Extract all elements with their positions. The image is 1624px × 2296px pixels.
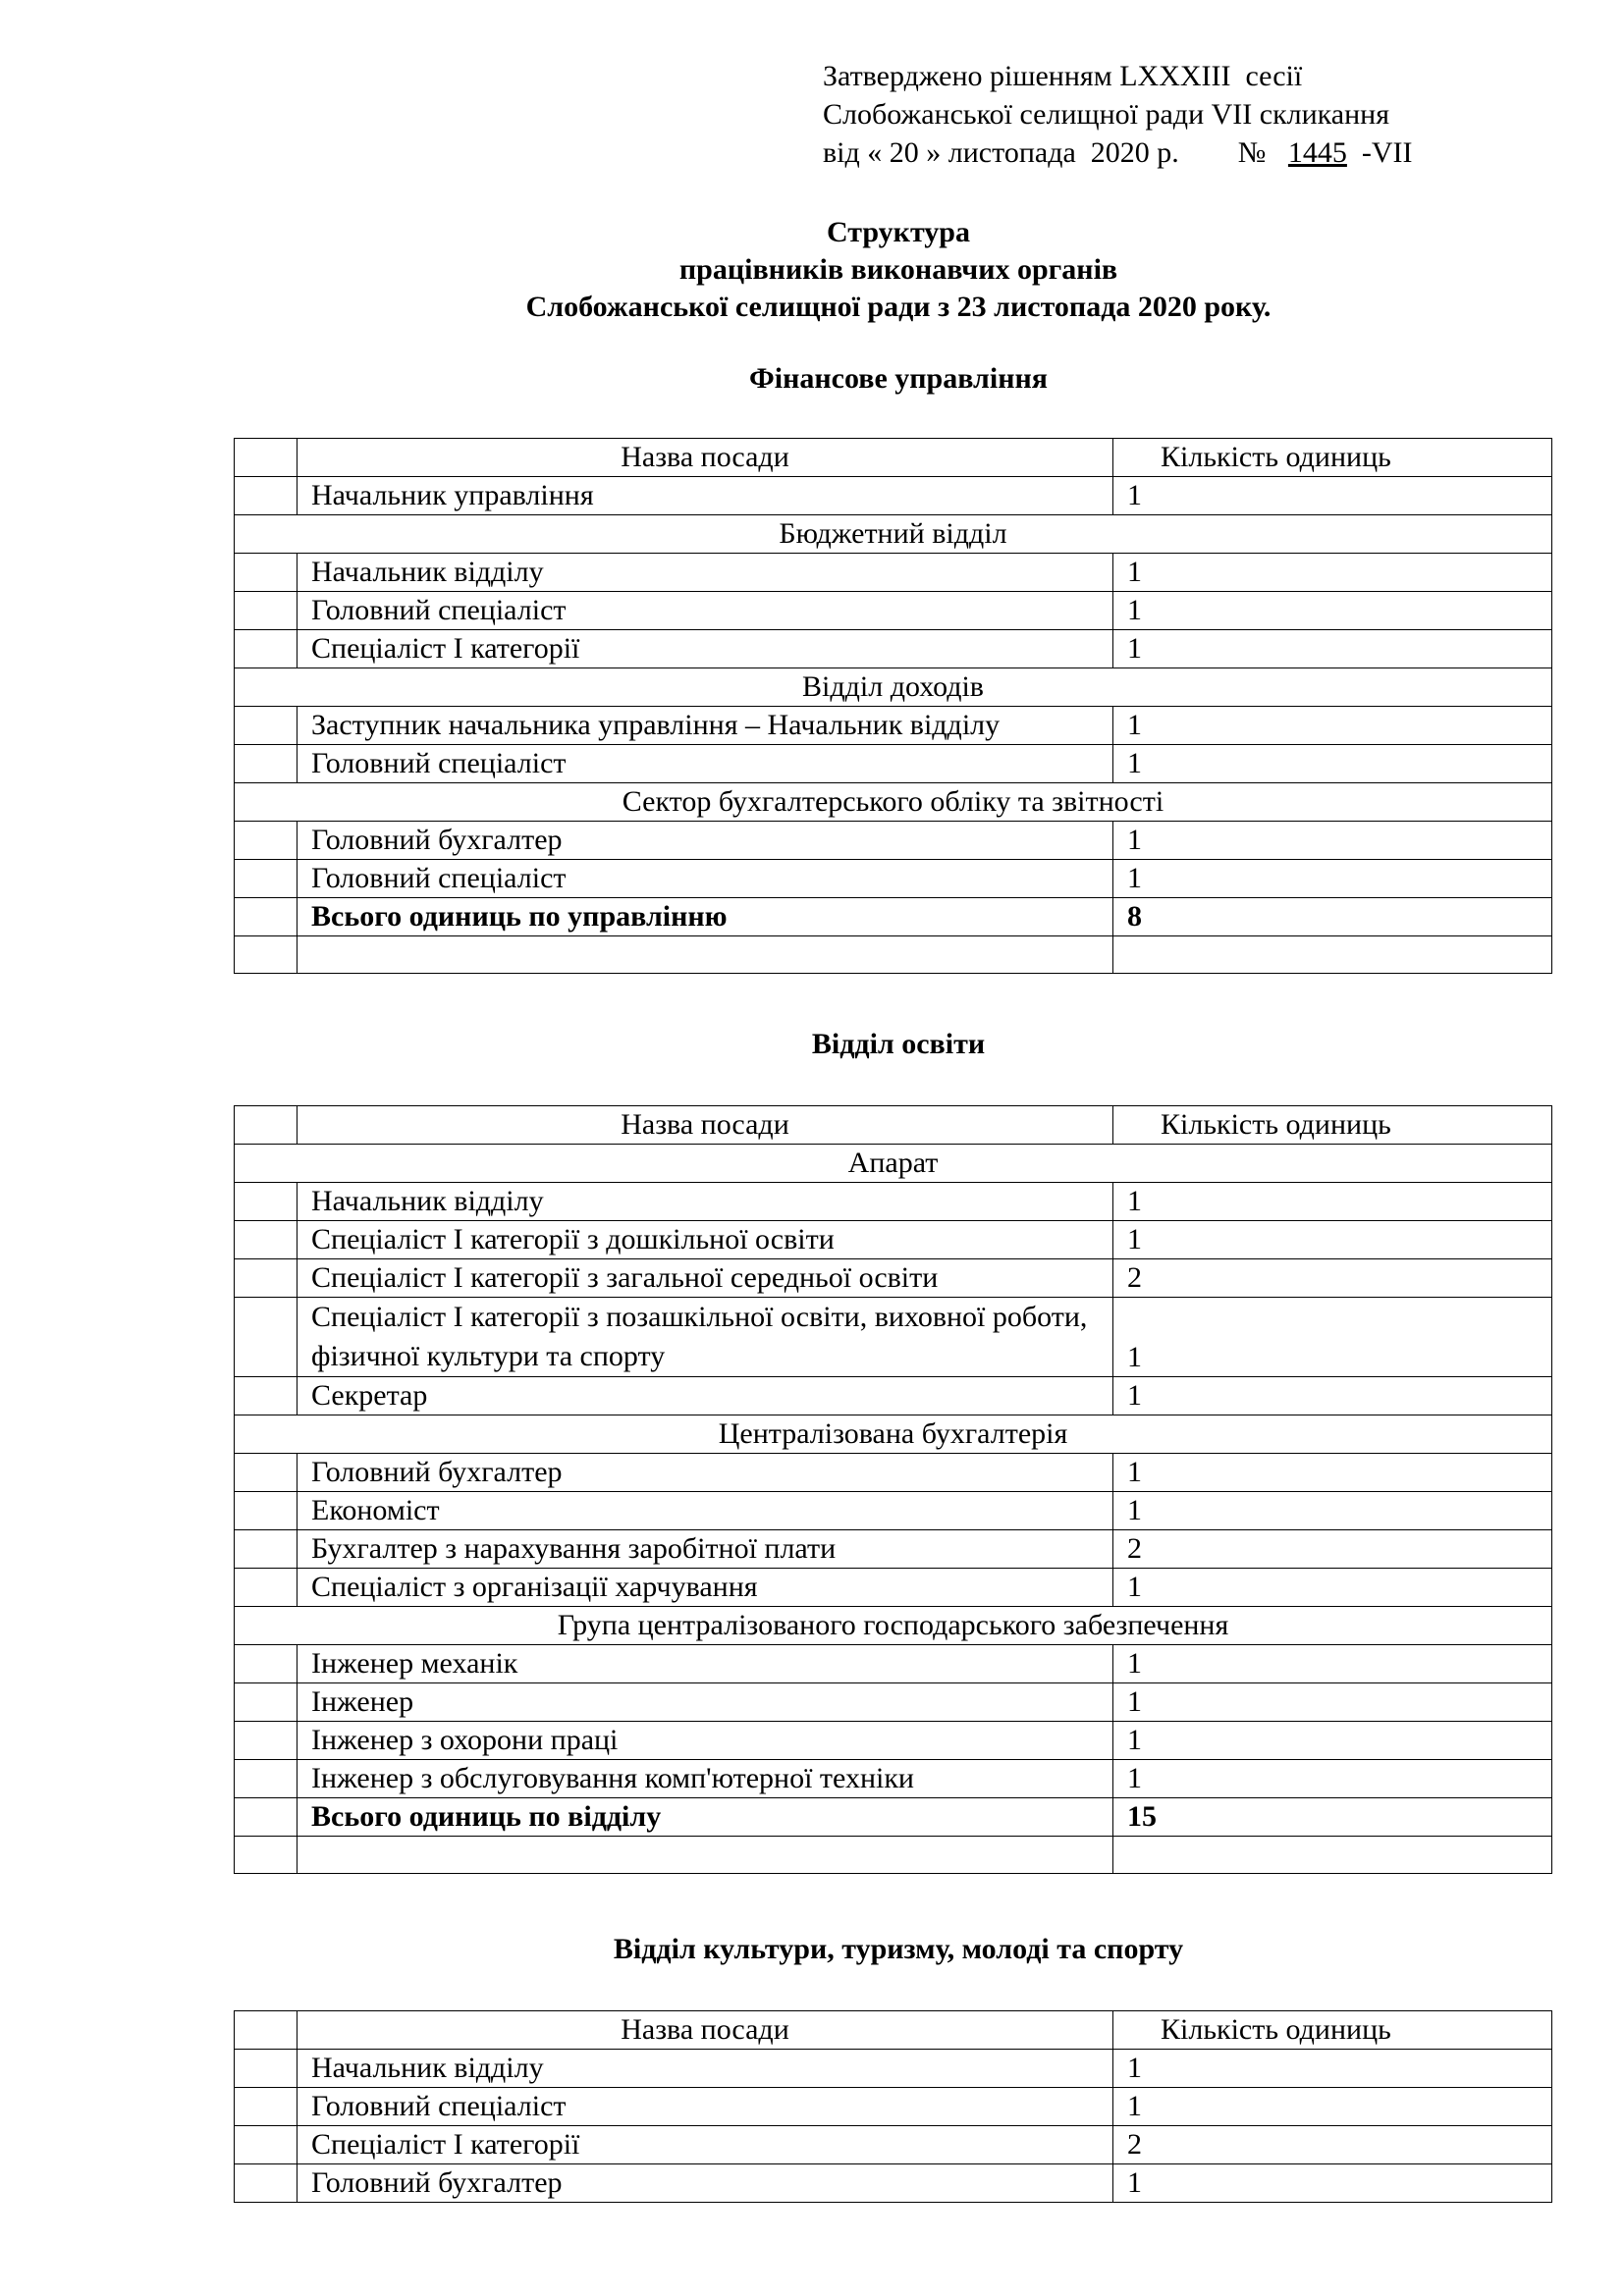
position-name: Головний бухгалтер: [298, 2164, 1113, 2203]
index-cell: [235, 936, 298, 974]
index-cell: [235, 1183, 298, 1221]
position-name: Спеціаліст І категорії з позашкільної освіти, виховної роботи, фізичної культури та спорту: [298, 1298, 1113, 1377]
position-name: Головний спеціаліст: [298, 2088, 1113, 2126]
unit-count: 1: [1113, 592, 1552, 630]
index-cell: [235, 477, 298, 515]
table-row: [235, 554, 1552, 592]
column-header-position: Назва посади: [298, 2011, 1113, 2050]
index-cell: [235, 1377, 298, 1415]
table-row: [235, 592, 1552, 630]
index-cell: [235, 630, 298, 668]
unit-count: 1: [1113, 1722, 1552, 1760]
position-name: Начальник управління: [298, 477, 1113, 515]
unit-count: 1: [1113, 1645, 1552, 1683]
index-cell: [235, 1492, 298, 1530]
group-row: [235, 1607, 1552, 1645]
unit-count: 1: [1113, 630, 1552, 668]
total-count: 15: [1113, 1798, 1552, 1837]
approval-stamp: [823, 57, 1413, 172]
table-row: [235, 2126, 1552, 2164]
position-name: Начальник відділу: [298, 1183, 1113, 1221]
index-cell: [235, 1722, 298, 1760]
index-cell: [235, 707, 298, 745]
unit-count: 1: [1113, 1377, 1552, 1415]
unit-count: 1: [1113, 707, 1552, 745]
unit-count: 1: [1113, 822, 1552, 860]
empty-cell: [298, 1837, 1113, 1874]
empty-cell: [1113, 936, 1552, 974]
group-row: [235, 515, 1552, 554]
unit-count: 1: [1113, 2050, 1552, 2088]
total-label: Всього одиниць по управлінню: [298, 898, 1113, 936]
section-title-education: Відділ освіти: [811, 1028, 986, 1060]
table-row: [235, 1760, 1552, 1798]
index-cell: [235, 2011, 298, 2050]
table-row: [235, 1259, 1552, 1298]
index-cell: [235, 822, 298, 860]
index-cell: [235, 1454, 298, 1492]
position-name: Спеціаліст з організації харчування: [298, 1569, 1113, 1607]
group-label: Відділ доходів: [235, 668, 1552, 707]
section-title-culture: Відділ культури, туризму, молоді та спорту: [613, 1933, 1184, 1965]
index-cell: [235, 1683, 298, 1722]
index-cell: [235, 1298, 298, 1377]
table-row: [235, 630, 1552, 668]
unit-count: 1: [1113, 1760, 1552, 1798]
table-header-row: [235, 439, 1552, 477]
position-name: Економіст: [298, 1492, 1113, 1530]
unit-count: 1: [1113, 1183, 1552, 1221]
approval-line-1: Затверджено рішенням LXXXIII сесії: [823, 60, 1303, 92]
group-label: Апарат: [235, 1145, 1552, 1183]
table-header-row: [235, 2011, 1552, 2050]
unit-count: 1: [1113, 1569, 1552, 1607]
position-name: Головний бухгалтер: [298, 822, 1113, 860]
position-name: Начальник відділу: [298, 2050, 1113, 2088]
group-label: Бюджетний відділ: [235, 515, 1552, 554]
table-row: [235, 1530, 1552, 1569]
position-name: Спеціаліст І категорії: [298, 2126, 1113, 2164]
unit-count: 1: [1113, 1298, 1552, 1377]
unit-count: 1: [1113, 1683, 1552, 1722]
staff-table-finance: [234, 438, 1552, 974]
position-name: Головний спеціаліст: [298, 592, 1113, 630]
index-cell: [235, 2050, 298, 2088]
column-header-position: Назва посади: [298, 439, 1113, 477]
position-name: Спеціаліст І категорії з загальної середньої освіти: [298, 1259, 1113, 1298]
total-label: Всього одиниць по відділу: [298, 1798, 1113, 1837]
index-cell: [235, 1837, 298, 1874]
table-row: [235, 1569, 1552, 1607]
unit-count: 2: [1113, 1530, 1552, 1569]
decision-number: 1445: [1287, 136, 1347, 169]
total-count: 8: [1113, 898, 1552, 936]
index-cell: [235, 745, 298, 783]
group-label: Група централізованого господарського забезпечення: [235, 1607, 1552, 1645]
index-cell: [235, 898, 298, 936]
table-row: [235, 1454, 1552, 1492]
group-row: [235, 1145, 1552, 1183]
table-row: [235, 1722, 1552, 1760]
position-name: Бухгалтер з нарахування заробітної плати: [298, 1530, 1113, 1569]
table-row: [235, 2164, 1552, 2203]
document-title-line-3: Слобожанської селищної ради з 23 листопада 2020 року.: [525, 291, 1272, 323]
index-cell: [235, 439, 298, 477]
position-name: Інженер з обслуговування комп'ютерної техніки: [298, 1760, 1113, 1798]
column-header-count: Кількість одиниць: [1113, 2011, 1552, 2050]
index-cell: [235, 1645, 298, 1683]
index-cell: [235, 592, 298, 630]
index-cell: [235, 1760, 298, 1798]
unit-count: 1: [1113, 477, 1552, 515]
empty-row: [235, 1837, 1552, 1874]
unit-count: 1: [1113, 1454, 1552, 1492]
approval-date: від « 20 » листопада 2020 р. №: [823, 136, 1288, 169]
position-name: Секретар: [298, 1377, 1113, 1415]
position-name: Головний спеціаліст: [298, 745, 1113, 783]
approval-line-2: Слобожанської селищної ради VII скликання: [823, 98, 1390, 131]
unit-count: 1: [1113, 1221, 1552, 1259]
position-name: Інженер: [298, 1683, 1113, 1722]
table-row: [235, 1221, 1552, 1259]
group-label: Централізована бухгалтерія: [235, 1415, 1552, 1454]
section-title-finance: Фінансове управління: [749, 362, 1048, 395]
index-cell: [235, 1569, 298, 1607]
approval-line-3: [823, 133, 1413, 172]
empty-cell: [298, 936, 1113, 974]
table-header-row: [235, 1106, 1552, 1145]
position-name: Головний спеціаліст: [298, 860, 1113, 898]
table-row: [235, 1492, 1552, 1530]
column-header-count: Кількість одиниць: [1113, 1106, 1552, 1145]
unit-count: 1: [1113, 2164, 1552, 2203]
unit-count: 1: [1113, 554, 1552, 592]
table-row: [235, 2050, 1552, 2088]
table-row: [235, 2088, 1552, 2126]
table-row: [235, 745, 1552, 783]
unit-count: 1: [1113, 745, 1552, 783]
unit-count: 1: [1113, 2088, 1552, 2126]
index-cell: [235, 1259, 298, 1298]
position-name: Головний бухгалтер: [298, 1454, 1113, 1492]
table-row: [235, 1183, 1552, 1221]
index-cell: [235, 1530, 298, 1569]
unit-count: 2: [1113, 1259, 1552, 1298]
index-cell: [235, 1221, 298, 1259]
table-row: [235, 1298, 1552, 1377]
table-row: [235, 707, 1552, 745]
document-title-line-2: працівників виконавчих органів: [678, 253, 1118, 286]
position-name: Інженер з охорони праці: [298, 1722, 1113, 1760]
table-row: [235, 477, 1552, 515]
column-header-position: Назва посади: [298, 1106, 1113, 1145]
total-row: [235, 1798, 1552, 1837]
index-cell: [235, 1798, 298, 1837]
position-name: Заступник начальника управління – Начальник відділу: [298, 707, 1113, 745]
group-row: [235, 1415, 1552, 1454]
index-cell: [235, 2088, 298, 2126]
group-row: [235, 668, 1552, 707]
staff-table-education: [234, 1105, 1552, 1874]
index-cell: [235, 2164, 298, 2203]
unit-count: 2: [1113, 2126, 1552, 2164]
table-row: [235, 822, 1552, 860]
document-title: [0, 214, 1624, 326]
document-title-line-1: Структура: [827, 216, 970, 248]
table-row: [235, 1377, 1552, 1415]
column-header-count: Кількість одиниць: [1113, 439, 1552, 477]
table-row: [235, 1645, 1552, 1683]
group-row: [235, 783, 1552, 822]
index-cell: [235, 554, 298, 592]
empty-cell: [1113, 1837, 1552, 1874]
group-label: Сектор бухгалтерського обліку та звітності: [235, 783, 1552, 822]
table-row: [235, 1683, 1552, 1722]
unit-count: 1: [1113, 860, 1552, 898]
index-cell: [235, 1106, 298, 1145]
index-cell: [235, 2126, 298, 2164]
index-cell: [235, 860, 298, 898]
position-name: Спеціаліст І категорії: [298, 630, 1113, 668]
position-name: Спеціаліст І категорії з дошкільної освіти: [298, 1221, 1113, 1259]
staff-table-culture: [234, 2010, 1552, 2203]
approval-suffix: -VII: [1346, 136, 1413, 169]
position-name: Начальник відділу: [298, 554, 1113, 592]
unit-count: 1: [1113, 1492, 1552, 1530]
total-row: [235, 898, 1552, 936]
empty-row: [235, 936, 1552, 974]
position-name: Інженер механік: [298, 1645, 1113, 1683]
table-row: [235, 860, 1552, 898]
